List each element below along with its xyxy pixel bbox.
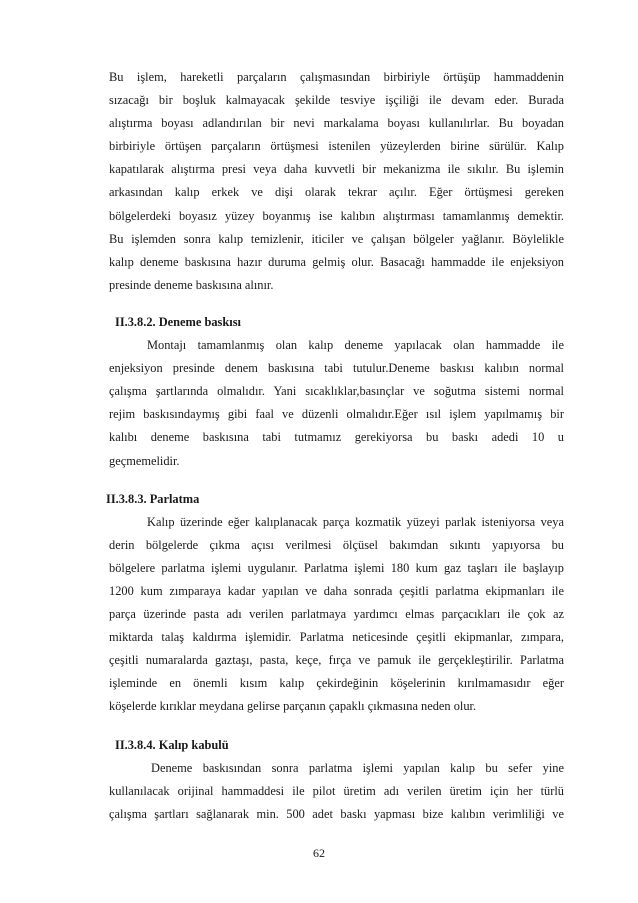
text-line: kalıp deneme baskısına hazır duruma gelmiş olur. Basacağı hammadde ile enjeksiyon: [109, 254, 564, 269]
text-line: kalıbı deneme baskısına tabi tutmamız gerekiyorsa bu baskı adedi 10 u: [109, 430, 564, 445]
text-line: derin bölgelerde çıkma açısı verilmesi ölçüsel bakımdan sıkıntı yapıyorsa bu: [109, 537, 564, 552]
text-line: 1200 kum zımparaya kadar yapılan ve daha sonrada çeşitli parlatma ekipmanları ile: [109, 583, 564, 598]
text-line: çeşitli numaralarda gaztaşı, pasta, keçe, fırça ve pamuk ile gerçekleştirilir. Parlatma: [109, 653, 564, 668]
text-line: enjeksiyon presinde denem baskısına tabi tutulur.Deneme baskısı kalıbın normal: [109, 361, 564, 376]
text-line: bölgelerdeki boyasız yüzey boyanmış ise kalıbın alıştırması tamamlanmış demektir.: [109, 208, 564, 223]
text-line: alıştırma boyası adlandırılan bir nevi markalama boyası kullanılırlar. Bu boyadan: [109, 116, 564, 131]
paragraph-3: [109, 511, 564, 719]
text-line: miktarda talaş kaldırma işlemidir. Parlatma neticesinde çeşitli ekipmanlar, zımpara,: [109, 630, 564, 645]
text-line: kullanılacak orijinal hammaddesi ile pilot üretim adı verilen üretim için her türlü: [109, 783, 564, 798]
text-line: köşelerde kırıklar meydana gelirse parçanın çapaklı çıkmasına neden olur.: [109, 699, 477, 714]
text-line: bölgelere parlatma işlemi uygulanır. Parlatma işlemi 180 kum gaz taşları ile başlayıp: [109, 560, 564, 575]
paragraph-2: [109, 334, 564, 473]
section-heading-parlatma: II.3.8.3. Parlatma: [106, 491, 200, 506]
text-line: kapatılarak alıştırma presi veya daha kuvvetli bir mekanizma ile sıkılır. Bu işlemin: [109, 162, 564, 177]
page-number: 62: [313, 846, 325, 860]
text-line: arkasından kalıp erkek ve dişi olarak tekrar açılır. Eğer örtüşmesi gereken: [109, 185, 564, 200]
paragraph-1: [109, 66, 564, 297]
document-page: [106, 66, 564, 826]
text-line: Kalıp üzerinde eğer kalıplanacak parça kozmatik yüzeyi parlak isteniyorsa veya: [147, 514, 564, 529]
text-line: çalışma şartları sağlanarak min. 500 adet baskı yapması bize kalıbın verimliliği ve: [109, 806, 564, 821]
text-line: parça üzerinde pasta adı verilen parlatmaya yardımcı elmas parçacıkları ile çok az: [109, 607, 564, 622]
text-line: birbiriyle örtüşen parçaların örtüşmesi istenilen yüzeylerden birine sürülür. Kalıp: [109, 139, 564, 154]
spacer: [109, 473, 564, 488]
text-line: presinde deneme baskısına alınır.: [109, 277, 274, 292]
spacer: [109, 719, 564, 734]
text-line: Bu işlemden sonra kalıp temizlenir, iticiler ve çalışan bölgeler yağlanır. Böylelikle: [109, 231, 564, 246]
text-line: işleminde en önemli kısım kalıp çekirdeğinin köşelerinin kırılmamasıdır eğer: [109, 676, 564, 691]
text-line: sızacağı bir boşluk kalmayacak şekilde tesviye işçiliği ile devam eder. Burada: [109, 93, 564, 108]
paragraph-4: [109, 757, 564, 826]
spacer: [109, 297, 564, 311]
section-heading-kalip-kabulu: II.3.8.4. Kalıp kabulü: [115, 737, 229, 752]
text-line: çalışma şartlarında olmalıdır. Yani sıcaklıklar,basınçlar ve soğutma sistemi normal: [109, 384, 564, 399]
section-heading-deneme-baskisi: II.3.8.2. Deneme baskısı: [115, 314, 241, 329]
text-line: Bu işlem, hareketli parçaların çalışmasından birbiriyle örtüşüp hammaddenin: [109, 70, 564, 84]
text-line: geçmemelidir.: [109, 453, 180, 468]
text-line: Montajı tamamlanmış olan kalıp deneme yapılacak olan hammadde ile: [147, 338, 564, 353]
text-line: Deneme baskısından sonra parlatma işlemi yapılan kalıp bu sefer yine: [151, 760, 564, 775]
text-line: rejim baskısındaymış gibi faal ve düzenli olmalıdır.Eğer ısıl işlem yapılmamış bir: [109, 407, 564, 422]
